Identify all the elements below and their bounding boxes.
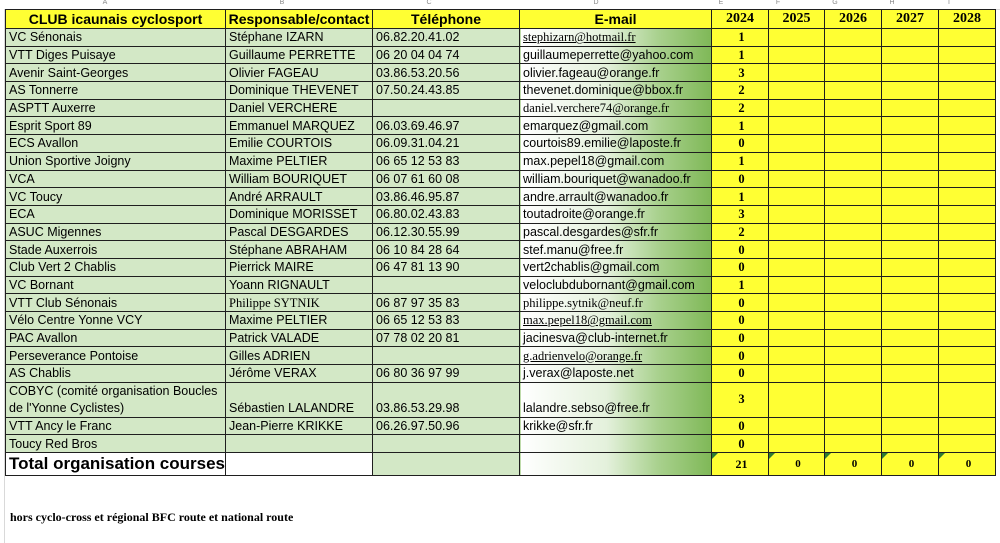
phone-cell[interactable]: 06.12.30.55.99	[373, 223, 520, 241]
empty-year-cell[interactable]	[939, 82, 996, 100]
contact-cell[interactable]: Maxime PELTIER	[226, 312, 373, 330]
empty-year-cell[interactable]	[825, 329, 882, 347]
empty-year-cell[interactable]	[939, 205, 996, 223]
club-cell[interactable]: PAC Avallon	[6, 329, 226, 347]
empty-year-cell[interactable]	[939, 64, 996, 82]
phone-cell[interactable]: 06.03.69.46.97	[373, 117, 520, 135]
phone-cell[interactable]: 06.09.31.04.21	[373, 135, 520, 153]
empty-year-cell[interactable]	[769, 223, 825, 241]
empty-year-cell[interactable]	[939, 29, 996, 47]
email-cell[interactable]: courtois89.emilie@laposte.fr	[520, 135, 712, 153]
club-cell[interactable]: Union Sportive Joigny	[6, 152, 226, 170]
email-cell[interactable]: philippe.sytnik@neuf.fr	[520, 294, 712, 312]
phone-cell[interactable]: 03.86.53.20.56	[373, 64, 520, 82]
table-row	[6, 188, 996, 206]
count-2024-cell[interactable]: 0	[712, 417, 769, 435]
empty-year-cell[interactable]	[939, 99, 996, 117]
formula-warning-icon	[882, 453, 888, 459]
club-cell[interactable]: ECS Avallon	[6, 135, 226, 153]
total-value: 0	[908, 458, 915, 471]
total-value: 21	[735, 457, 748, 472]
club-cell[interactable]: VC Toucy	[6, 188, 226, 206]
empty-year-cell[interactable]	[769, 382, 825, 417]
empty-year-cell[interactable]	[882, 276, 939, 294]
contact-cell[interactable]: Dominique THEVENET	[226, 82, 373, 100]
empty-year-cell[interactable]	[769, 188, 825, 206]
count-2024-cell[interactable]: 1	[712, 276, 769, 294]
empty-year-cell[interactable]	[825, 258, 882, 276]
spreadsheet-grid	[5, 9, 996, 476]
header-club[interactable]: CLUB icaunais cyclosport	[6, 10, 226, 29]
empty-year-cell[interactable]	[882, 417, 939, 435]
contact-cell[interactable]: William BOURIQUET	[226, 170, 373, 188]
total-empty-cell[interactable]	[520, 453, 712, 476]
email-cell[interactable]: pascal.desgardes@sfr.fr	[520, 223, 712, 241]
total-value: 0	[965, 458, 972, 471]
count-2024-cell[interactable]: 0	[712, 312, 769, 330]
empty-year-cell[interactable]	[825, 82, 882, 100]
contact-cell[interactable]: André ARRAULT	[226, 188, 373, 206]
contact-cell[interactable]: Philippe SYTNIK	[226, 294, 373, 312]
table-row	[6, 205, 996, 223]
contact-cell[interactable]: Daniel VERCHERE	[226, 99, 373, 117]
club-cell[interactable]: Vélo Centre Yonne VCY	[6, 312, 226, 330]
empty-year-cell[interactable]	[939, 223, 996, 241]
empty-year-cell[interactable]	[939, 417, 996, 435]
contact-cell[interactable]: Olivier FAGEAU	[226, 64, 373, 82]
empty-year-cell[interactable]	[882, 46, 939, 64]
empty-year-cell[interactable]	[769, 64, 825, 82]
header-year-2025[interactable]: 2025	[769, 10, 825, 29]
table-row	[6, 135, 996, 153]
empty-year-cell[interactable]	[882, 435, 939, 453]
email-cell[interactable]: max.pepel18@gmail.com	[520, 312, 712, 330]
total-year-2024[interactable]	[712, 453, 769, 476]
contact-cell[interactable]	[226, 435, 373, 453]
club-cell[interactable]: ECA	[6, 205, 226, 223]
empty-year-cell[interactable]	[939, 135, 996, 153]
table-row	[6, 435, 996, 453]
phone-cell[interactable]: 07 78 02 20 81	[373, 329, 520, 347]
total-year-2025[interactable]	[769, 453, 825, 476]
header-responsable[interactable]: Responsable/contact	[226, 10, 373, 29]
count-2024-cell[interactable]: 3	[712, 205, 769, 223]
empty-year-cell[interactable]	[825, 241, 882, 259]
phone-cell[interactable]: 06 80 36 97 99	[373, 365, 520, 383]
header-year-2024[interactable]: 2024	[712, 10, 769, 29]
empty-year-cell[interactable]	[825, 312, 882, 330]
table-row	[6, 312, 996, 330]
total-year-2026[interactable]	[825, 453, 882, 476]
table-row	[6, 382, 996, 417]
empty-year-cell[interactable]	[939, 188, 996, 206]
phone-cell[interactable]: 07.50.24.43.85	[373, 82, 520, 100]
count-2024-cell[interactable]: 0	[712, 241, 769, 259]
phone-cell[interactable]: 06 47 81 13 90	[373, 258, 520, 276]
table-row	[6, 417, 996, 435]
phone-cell[interactable]: 06 10 84 28 64	[373, 241, 520, 259]
empty-year-cell[interactable]	[769, 365, 825, 383]
empty-year-cell[interactable]	[882, 329, 939, 347]
total-year-2028[interactable]	[939, 453, 996, 476]
header-year-2027[interactable]: 2027	[882, 10, 939, 29]
table-row	[6, 347, 996, 365]
empty-year-cell[interactable]	[882, 241, 939, 259]
total-value: 0	[795, 458, 801, 471]
count-2024-cell[interactable]: 0	[712, 435, 769, 453]
club-cell[interactable]: Perseverance Pontoise	[6, 347, 226, 365]
empty-year-cell[interactable]	[825, 435, 882, 453]
club-cell[interactable]: AS Chablis	[6, 365, 226, 383]
empty-year-cell[interactable]	[939, 241, 996, 259]
column-letter[interactable]: I	[948, 0, 950, 6]
column-letter[interactable]: C	[426, 0, 432, 6]
total-label[interactable]: Total organisation courses	[6, 453, 226, 476]
email-cell[interactable]: stephizarn@hotmail.fr	[520, 29, 712, 47]
count-2024-cell[interactable]: 2	[712, 99, 769, 117]
contact-cell[interactable]: Sébastien LALANDRE	[226, 382, 373, 417]
email-cell[interactable]: jacinesva@club-internet.fr	[520, 329, 712, 347]
formula-warning-icon	[939, 453, 945, 459]
column-letter[interactable]: E	[718, 0, 724, 6]
empty-year-cell[interactable]	[769, 170, 825, 188]
email-cell[interactable]: g.adrienvelo@orange.fr	[520, 347, 712, 365]
empty-year-cell[interactable]	[882, 205, 939, 223]
empty-year-cell[interactable]	[882, 64, 939, 82]
header-email[interactable]: E-mail	[520, 10, 712, 29]
empty-year-cell[interactable]	[769, 135, 825, 153]
count-2024-cell[interactable]: 1	[712, 117, 769, 135]
table-row	[6, 223, 996, 241]
email-cell[interactable]: vert2chablis@gmail.com	[520, 258, 712, 276]
contact-cell[interactable]: Yoann RIGNAULT	[226, 276, 373, 294]
contact-cell[interactable]: Pierrick MAIRE	[226, 258, 373, 276]
table-row	[6, 64, 996, 82]
total-year-2027[interactable]	[882, 453, 939, 476]
contact-cell[interactable]: Maxime PELTIER	[226, 152, 373, 170]
formula-warning-icon	[825, 453, 831, 459]
empty-year-cell[interactable]	[769, 82, 825, 100]
phone-cell[interactable]: 06.80.02.43.83	[373, 205, 520, 223]
footnote[interactable]: hors cyclo-cross et régional BFC route et national route	[10, 510, 294, 524]
empty-year-cell[interactable]	[825, 347, 882, 365]
empty-year-cell[interactable]	[769, 205, 825, 223]
empty-year-cell[interactable]	[939, 117, 996, 135]
contact-cell[interactable]: Emmanuel MARQUEZ	[226, 117, 373, 135]
column-letter[interactable]: H	[889, 0, 895, 6]
empty-year-cell[interactable]	[825, 117, 882, 135]
phone-cell[interactable]	[373, 435, 520, 453]
club-cell[interactable]: VCA	[6, 170, 226, 188]
phone-cell[interactable]: 03.86.53.29.98	[373, 382, 520, 417]
empty-year-cell[interactable]	[882, 188, 939, 206]
count-2024-cell[interactable]: 3	[712, 64, 769, 82]
count-2024-cell[interactable]: 1	[712, 46, 769, 64]
email-cell[interactable]: daniel.verchere74@orange.fr	[520, 99, 712, 117]
table-row	[6, 117, 996, 135]
count-2024-cell[interactable]: 3	[712, 382, 769, 417]
email-cell[interactable]: stef.manu@free.fr	[520, 241, 712, 259]
empty-year-cell[interactable]	[825, 223, 882, 241]
empty-year-cell[interactable]	[769, 294, 825, 312]
phone-cell[interactable]: 06.82.20.41.02	[373, 29, 520, 47]
empty-year-cell[interactable]	[825, 294, 882, 312]
table-row	[6, 170, 996, 188]
empty-year-cell[interactable]	[769, 347, 825, 365]
count-2024-cell[interactable]: 0	[712, 329, 769, 347]
email-cell[interactable]: thevenet.dominique@bbox.fr	[520, 82, 712, 100]
total-row	[6, 453, 996, 476]
empty-year-cell[interactable]	[882, 99, 939, 117]
table-row	[6, 329, 996, 347]
email-cell[interactable]: guillaumeperrette@yahoo.com	[520, 46, 712, 64]
table-row	[6, 99, 996, 117]
table-row	[6, 29, 996, 47]
table-row	[6, 276, 996, 294]
contact-cell[interactable]: Jean-Pierre KRIKKE	[226, 417, 373, 435]
header-year-2026[interactable]: 2026	[825, 10, 882, 29]
count-2024-cell[interactable]: 0	[712, 347, 769, 365]
empty-year-cell[interactable]	[939, 170, 996, 188]
count-2024-cell[interactable]: 0	[712, 170, 769, 188]
count-2024-cell[interactable]: 0	[712, 294, 769, 312]
contact-cell[interactable]: Jérôme VERAX	[226, 365, 373, 383]
empty-year-cell[interactable]	[882, 294, 939, 312]
total-empty-cell[interactable]	[373, 453, 520, 476]
column-letter[interactable]: G	[832, 0, 838, 6]
club-cell[interactable]: Avenir Saint-Georges	[6, 64, 226, 82]
empty-year-cell[interactable]	[939, 329, 996, 347]
empty-year-cell[interactable]	[825, 99, 882, 117]
email-cell[interactable]: emarquez@gmail.com	[520, 117, 712, 135]
empty-year-cell[interactable]	[769, 276, 825, 294]
email-cell[interactable]: max.pepel18@gmail.com	[520, 152, 712, 170]
empty-year-cell[interactable]	[769, 312, 825, 330]
empty-year-cell[interactable]	[769, 99, 825, 117]
phone-cell[interactable]	[373, 276, 520, 294]
club-cell[interactable]: ASPTT Auxerre	[6, 99, 226, 117]
email-cell[interactable]	[520, 435, 712, 453]
empty-year-cell[interactable]	[825, 135, 882, 153]
empty-year-cell[interactable]	[825, 417, 882, 435]
email-cell[interactable]: toutadroite@orange.fr	[520, 205, 712, 223]
club-cell[interactable]: VTT Ancy le Franc	[6, 417, 226, 435]
empty-year-cell[interactable]	[882, 117, 939, 135]
empty-year-cell[interactable]	[939, 152, 996, 170]
email-cell[interactable]: j.verax@laposte.net	[520, 365, 712, 383]
empty-year-cell[interactable]	[939, 347, 996, 365]
formula-warning-icon	[712, 453, 718, 459]
empty-year-cell[interactable]	[939, 294, 996, 312]
empty-year-cell[interactable]	[769, 29, 825, 47]
club-cell[interactable]: COBYC (comité organisation Boucles de l'Yonne Cyclistes)	[6, 382, 226, 417]
empty-year-cell[interactable]	[769, 46, 825, 64]
contact-cell[interactable]: Stéphane ABRAHAM	[226, 241, 373, 259]
phone-cell[interactable]: 06.26.97.50.96	[373, 417, 520, 435]
club-cell[interactable]: VTT Club Sénonais	[6, 294, 226, 312]
email-cell[interactable]: andre.arrault@wanadoo.fr	[520, 188, 712, 206]
contact-cell[interactable]: Gilles ADRIEN	[226, 347, 373, 365]
email-cell[interactable]: krikke@sfr.fr	[520, 417, 712, 435]
empty-year-cell[interactable]	[825, 64, 882, 82]
formula-warning-icon	[769, 453, 775, 459]
empty-year-cell[interactable]	[825, 170, 882, 188]
empty-year-cell[interactable]	[939, 276, 996, 294]
column-letter[interactable]: D	[593, 0, 599, 6]
empty-year-cell[interactable]	[825, 365, 882, 383]
club-cell[interactable]: ASUC Migennes	[6, 223, 226, 241]
column-letter[interactable]: F	[775, 0, 781, 6]
table-row	[6, 46, 996, 64]
club-cell[interactable]: AS Tonnerre	[6, 82, 226, 100]
phone-cell[interactable]: 03.86.46.95.87	[373, 188, 520, 206]
empty-year-cell[interactable]	[939, 365, 996, 383]
phone-cell[interactable]: 06 20 04 04 74	[373, 46, 520, 64]
empty-year-cell[interactable]	[882, 258, 939, 276]
contact-cell[interactable]: Pascal DESGARDES	[226, 223, 373, 241]
count-2024-cell[interactable]: 0	[712, 258, 769, 276]
empty-year-cell[interactable]	[939, 435, 996, 453]
table-row	[6, 294, 996, 312]
header-year-2028[interactable]: 2028	[939, 10, 996, 29]
empty-year-cell[interactable]	[882, 135, 939, 153]
empty-year-cell[interactable]	[825, 205, 882, 223]
phone-cell[interactable]: 06 65 12 53 83	[373, 312, 520, 330]
empty-year-cell[interactable]	[769, 117, 825, 135]
table-row	[6, 82, 996, 100]
total-empty-cell[interactable]	[226, 453, 373, 476]
club-cell[interactable]: VC Bornant	[6, 276, 226, 294]
header-row	[6, 10, 996, 29]
column-letter[interactable]: A	[102, 0, 108, 6]
empty-year-cell[interactable]	[882, 152, 939, 170]
count-2024-cell[interactable]: 2	[712, 223, 769, 241]
empty-year-cell[interactable]	[939, 46, 996, 64]
empty-year-cell[interactable]	[825, 29, 882, 47]
contact-cell[interactable]: Guillaume PERRETTE	[226, 46, 373, 64]
empty-year-cell[interactable]	[939, 258, 996, 276]
email-cell[interactable]: veloclubdubornant@gmail.com	[520, 276, 712, 294]
phone-cell[interactable]: 06 87 97 35 83	[373, 294, 520, 312]
email-cell[interactable]: lalandre.sebso@free.fr	[520, 382, 712, 417]
contact-cell[interactable]: Patrick VALADE	[226, 329, 373, 347]
empty-year-cell[interactable]	[882, 382, 939, 417]
empty-year-cell[interactable]	[825, 382, 882, 417]
empty-year-cell[interactable]	[769, 329, 825, 347]
phone-cell[interactable]: 06 07 61 60 08	[373, 170, 520, 188]
empty-year-cell[interactable]	[769, 417, 825, 435]
empty-year-cell[interactable]	[825, 46, 882, 64]
club-cell[interactable]: Toucy Red Bros	[6, 435, 226, 453]
club-cell[interactable]: VC Sénonais	[6, 29, 226, 47]
phone-cell[interactable]: 06 65 12 53 83	[373, 152, 520, 170]
table-row	[6, 152, 996, 170]
count-2024-cell[interactable]: 0	[712, 365, 769, 383]
email-cell[interactable]: olivier.fageau@orange.fr	[520, 64, 712, 82]
empty-year-cell[interactable]	[769, 258, 825, 276]
empty-year-cell[interactable]	[769, 241, 825, 259]
contact-cell[interactable]: Stéphane IZARN	[226, 29, 373, 47]
contact-cell[interactable]: Emilie COURTOIS	[226, 135, 373, 153]
empty-year-cell[interactable]	[825, 152, 882, 170]
empty-year-cell[interactable]	[769, 435, 825, 453]
empty-year-cell[interactable]	[882, 170, 939, 188]
empty-year-cell[interactable]	[882, 223, 939, 241]
table-row	[6, 258, 996, 276]
header-telephone[interactable]: Téléphone	[373, 10, 520, 29]
empty-year-cell[interactable]	[882, 365, 939, 383]
club-cell[interactable]: Esprit Sport 89	[6, 117, 226, 135]
empty-year-cell[interactable]	[939, 312, 996, 330]
empty-year-cell[interactable]	[939, 382, 996, 417]
phone-cell[interactable]	[373, 99, 520, 117]
contact-cell[interactable]: Dominique MORISSET	[226, 205, 373, 223]
club-cell[interactable]: Club Vert 2 Chablis	[6, 258, 226, 276]
count-2024-cell[interactable]: 1	[712, 29, 769, 47]
empty-year-cell[interactable]	[882, 347, 939, 365]
total-value: 0	[851, 458, 858, 471]
email-cell[interactable]: william.bouriquet@wanadoo.fr	[520, 170, 712, 188]
count-2024-cell[interactable]: 1	[712, 152, 769, 170]
column-letter[interactable]: B	[279, 0, 285, 6]
table-row	[6, 365, 996, 383]
empty-year-cell[interactable]	[882, 82, 939, 100]
empty-year-cell[interactable]	[882, 312, 939, 330]
table-row	[6, 241, 996, 259]
phone-cell[interactable]	[373, 347, 520, 365]
empty-year-cell[interactable]	[769, 152, 825, 170]
empty-year-cell[interactable]	[882, 29, 939, 47]
count-2024-cell[interactable]: 2	[712, 82, 769, 100]
count-2024-cell[interactable]: 0	[712, 135, 769, 153]
empty-year-cell[interactable]	[825, 188, 882, 206]
count-2024-cell[interactable]: 1	[712, 188, 769, 206]
club-cell[interactable]: Stade Auxerrois	[6, 241, 226, 259]
club-cell[interactable]: VTT Diges Puisaye	[6, 46, 226, 64]
empty-year-cell[interactable]	[825, 276, 882, 294]
